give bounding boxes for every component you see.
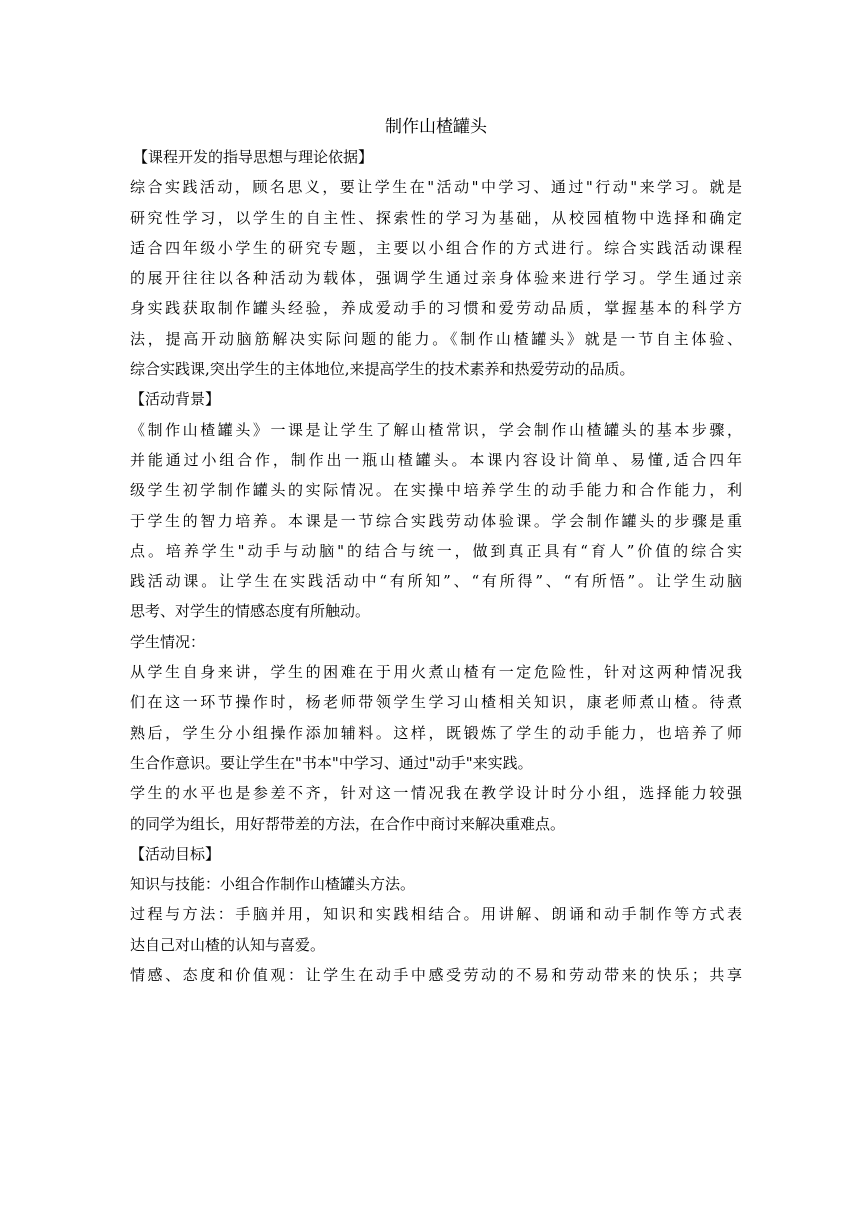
- section-heading: 【活动背景】: [130, 390, 221, 409]
- paragraph-line: 的同学为组长，用好帮带差的方法，在合作中商讨来解决重难点。: [130, 814, 566, 833]
- paragraph-line: 生合作意识。要让学生在"书本"中学习、通过"动手"来实践。: [130, 753, 533, 772]
- paragraph-line: 们在这一环节操作时，杨老师带领学生学习山楂相关知识，康老师煮山楂。待煮: [130, 693, 742, 712]
- paragraph-line: 级学生初学制作罐头的实际情况。在实操中培养学生的动手能力和合作能力，利: [130, 481, 742, 500]
- paragraph-line: 思考、对学生的情感态度有所触动。: [130, 602, 371, 621]
- paragraph-line: 适合四年级小学生的研究专题，主要以小组合作的方式进行。综合实践活动课程: [130, 238, 742, 257]
- paragraph-line: 研究性学习，以学生的自主性、探索性的学习为基础，从校园植物中选择和确定: [130, 208, 742, 227]
- paragraph-line: 达自己对山楂的认知与喜爱。: [130, 935, 326, 954]
- paragraph-line: 情感、态度和价值观：让学生在动手中感受劳动的不易和劳动带来的快乐；共享: [130, 966, 742, 985]
- paragraph-line: 并能通过小组合作，制作出一瓶山楂罐头。本课内容设计简单、易懂,适合四年: [130, 450, 742, 469]
- paragraph-line: 践活动课。让学生在实践活动中“有所知”、“有所得”、“有所悟”。让学生动脑: [130, 572, 742, 591]
- paragraph-line: 学生情况：: [130, 632, 206, 651]
- document-body: [130, 142, 742, 990]
- paragraph-line: 点。培养学生"动手与动脑"的结合与统一，做到真正具有“育人”价值的综合实: [130, 541, 742, 560]
- paragraph-line: 熟后，学生分小组操作添加辅料。这样，既锻炼了学生的动手能力，也培养了师: [130, 723, 742, 742]
- document-page: [130, 112, 742, 990]
- document-title: 制作山楂罐头: [385, 117, 487, 137]
- paragraph-line: 《制作山楂罐头》一课是让学生了解山楂常识，学会制作山楂罐头的基本步骤，: [130, 420, 742, 439]
- paragraph-line: 的展开往往以各种活动为载体，强调学生通过亲身体验来进行学习。学生通过亲: [130, 269, 742, 288]
- paragraph-line: 法，提高开动脑筋解决实际问题的能力。《制作山楂罐头》就是一节自主体验、: [130, 329, 742, 348]
- paragraph-line: 知识与技能：小组合作制作山楂罐头方法。: [130, 875, 416, 894]
- section-heading: 【活动目标】: [130, 844, 221, 863]
- paragraph-line: 于学生的智力培养。本课是一节综合实践劳动体验课。学会制作罐头的步骤是重: [130, 511, 742, 530]
- paragraph-line: 过程与方法：手脑并用，知识和实践相结合。用讲解、朗诵和动手制作等方式表: [130, 905, 742, 924]
- paragraph-line: 学生的水平也是参差不齐，针对这一情况我在教学设计时分小组，选择能力较强: [130, 784, 742, 803]
- paragraph-line: 从学生自身来讲，学生的困难在于用火煮山楂有一定危险性，针对这两种情况我: [130, 663, 742, 682]
- section-heading: 【课程开发的指导思想与理论依据】: [133, 148, 374, 166]
- paragraph-line: 身实践获取制作罐头经验，养成爱动手的习惯和爱劳动品质，掌握基本的科学方: [130, 299, 742, 318]
- paragraph-line: 综合实践课,突出学生的主体地位,来提高学生的技术素养和热爱劳动的品质。: [130, 360, 635, 379]
- paragraph-line: 综合实践活动，顾名思义，要让学生在"活动"中学习、通过"行动"来学习。就是: [130, 178, 742, 197]
